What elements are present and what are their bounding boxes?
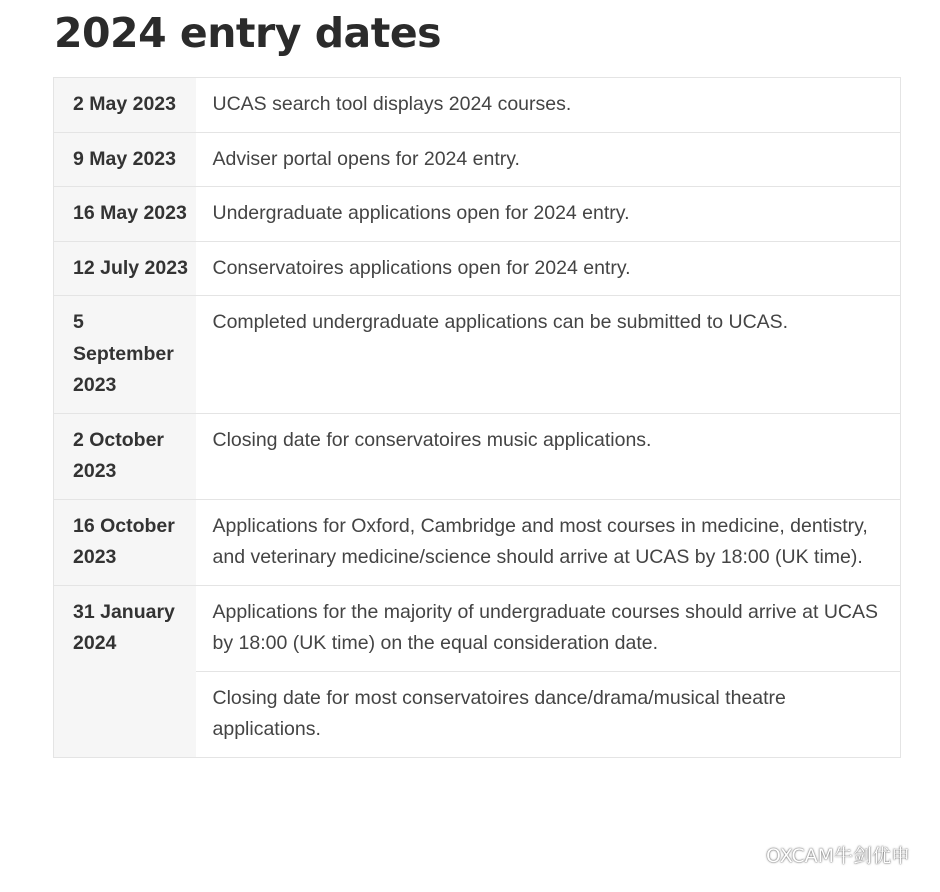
table-row [54,413,901,499]
entry-dates-table-body [54,78,901,758]
date-cell: 2 October 2023 [54,413,196,499]
event-cell: Closing date for conservatoires music applications. [196,413,901,499]
table-row [54,187,901,242]
table-row [54,241,901,296]
watermark-text: OXCAM牛剑优申 [765,845,910,867]
event-cell: Completed undergraduate applications can be submitted to UCAS. [196,296,901,414]
table-row [54,499,901,585]
date-cell: 12 July 2023 [54,241,196,296]
event-cell: UCAS search tool displays 2024 courses. [196,78,901,133]
event-cell: Conservatoires applications open for 2024 entry. [196,241,901,296]
table-row [54,132,901,187]
date-cell: 9 May 2023 [54,132,196,187]
date-cell: 5 September 2023 [54,296,196,414]
page-title: 2024 entry dates [54,9,442,57]
date-cell: 16 October 2023 [54,499,196,585]
event-cell: Undergraduate applications open for 2024 entry. [196,187,901,242]
date-cell: 16 May 2023 [54,187,196,242]
event-cell: Closing date for most conservatoires dance/drama/musical theatre applications. [196,671,901,757]
table-row [54,78,901,133]
table-row [54,296,901,414]
event-cell: Applications for Oxford, Cambridge and most courses in medicine, dentistry, and veterinary medicine/science should arrive at UCAS by 18:00 (UK time). [196,499,901,585]
event-cell: Applications for the majority of undergraduate courses should arrive at UCAS by 18:00 (UK time) on the equal consideration date. [196,585,901,671]
date-cell: 31 January 2024 [54,585,196,757]
entry-dates-table [53,77,901,758]
date-cell: 2 May 2023 [54,78,196,133]
wechat-icon [726,842,760,868]
table-row [54,585,901,671]
watermark [726,841,910,868]
event-cell: Adviser portal opens for 2024 entry. [196,132,901,187]
